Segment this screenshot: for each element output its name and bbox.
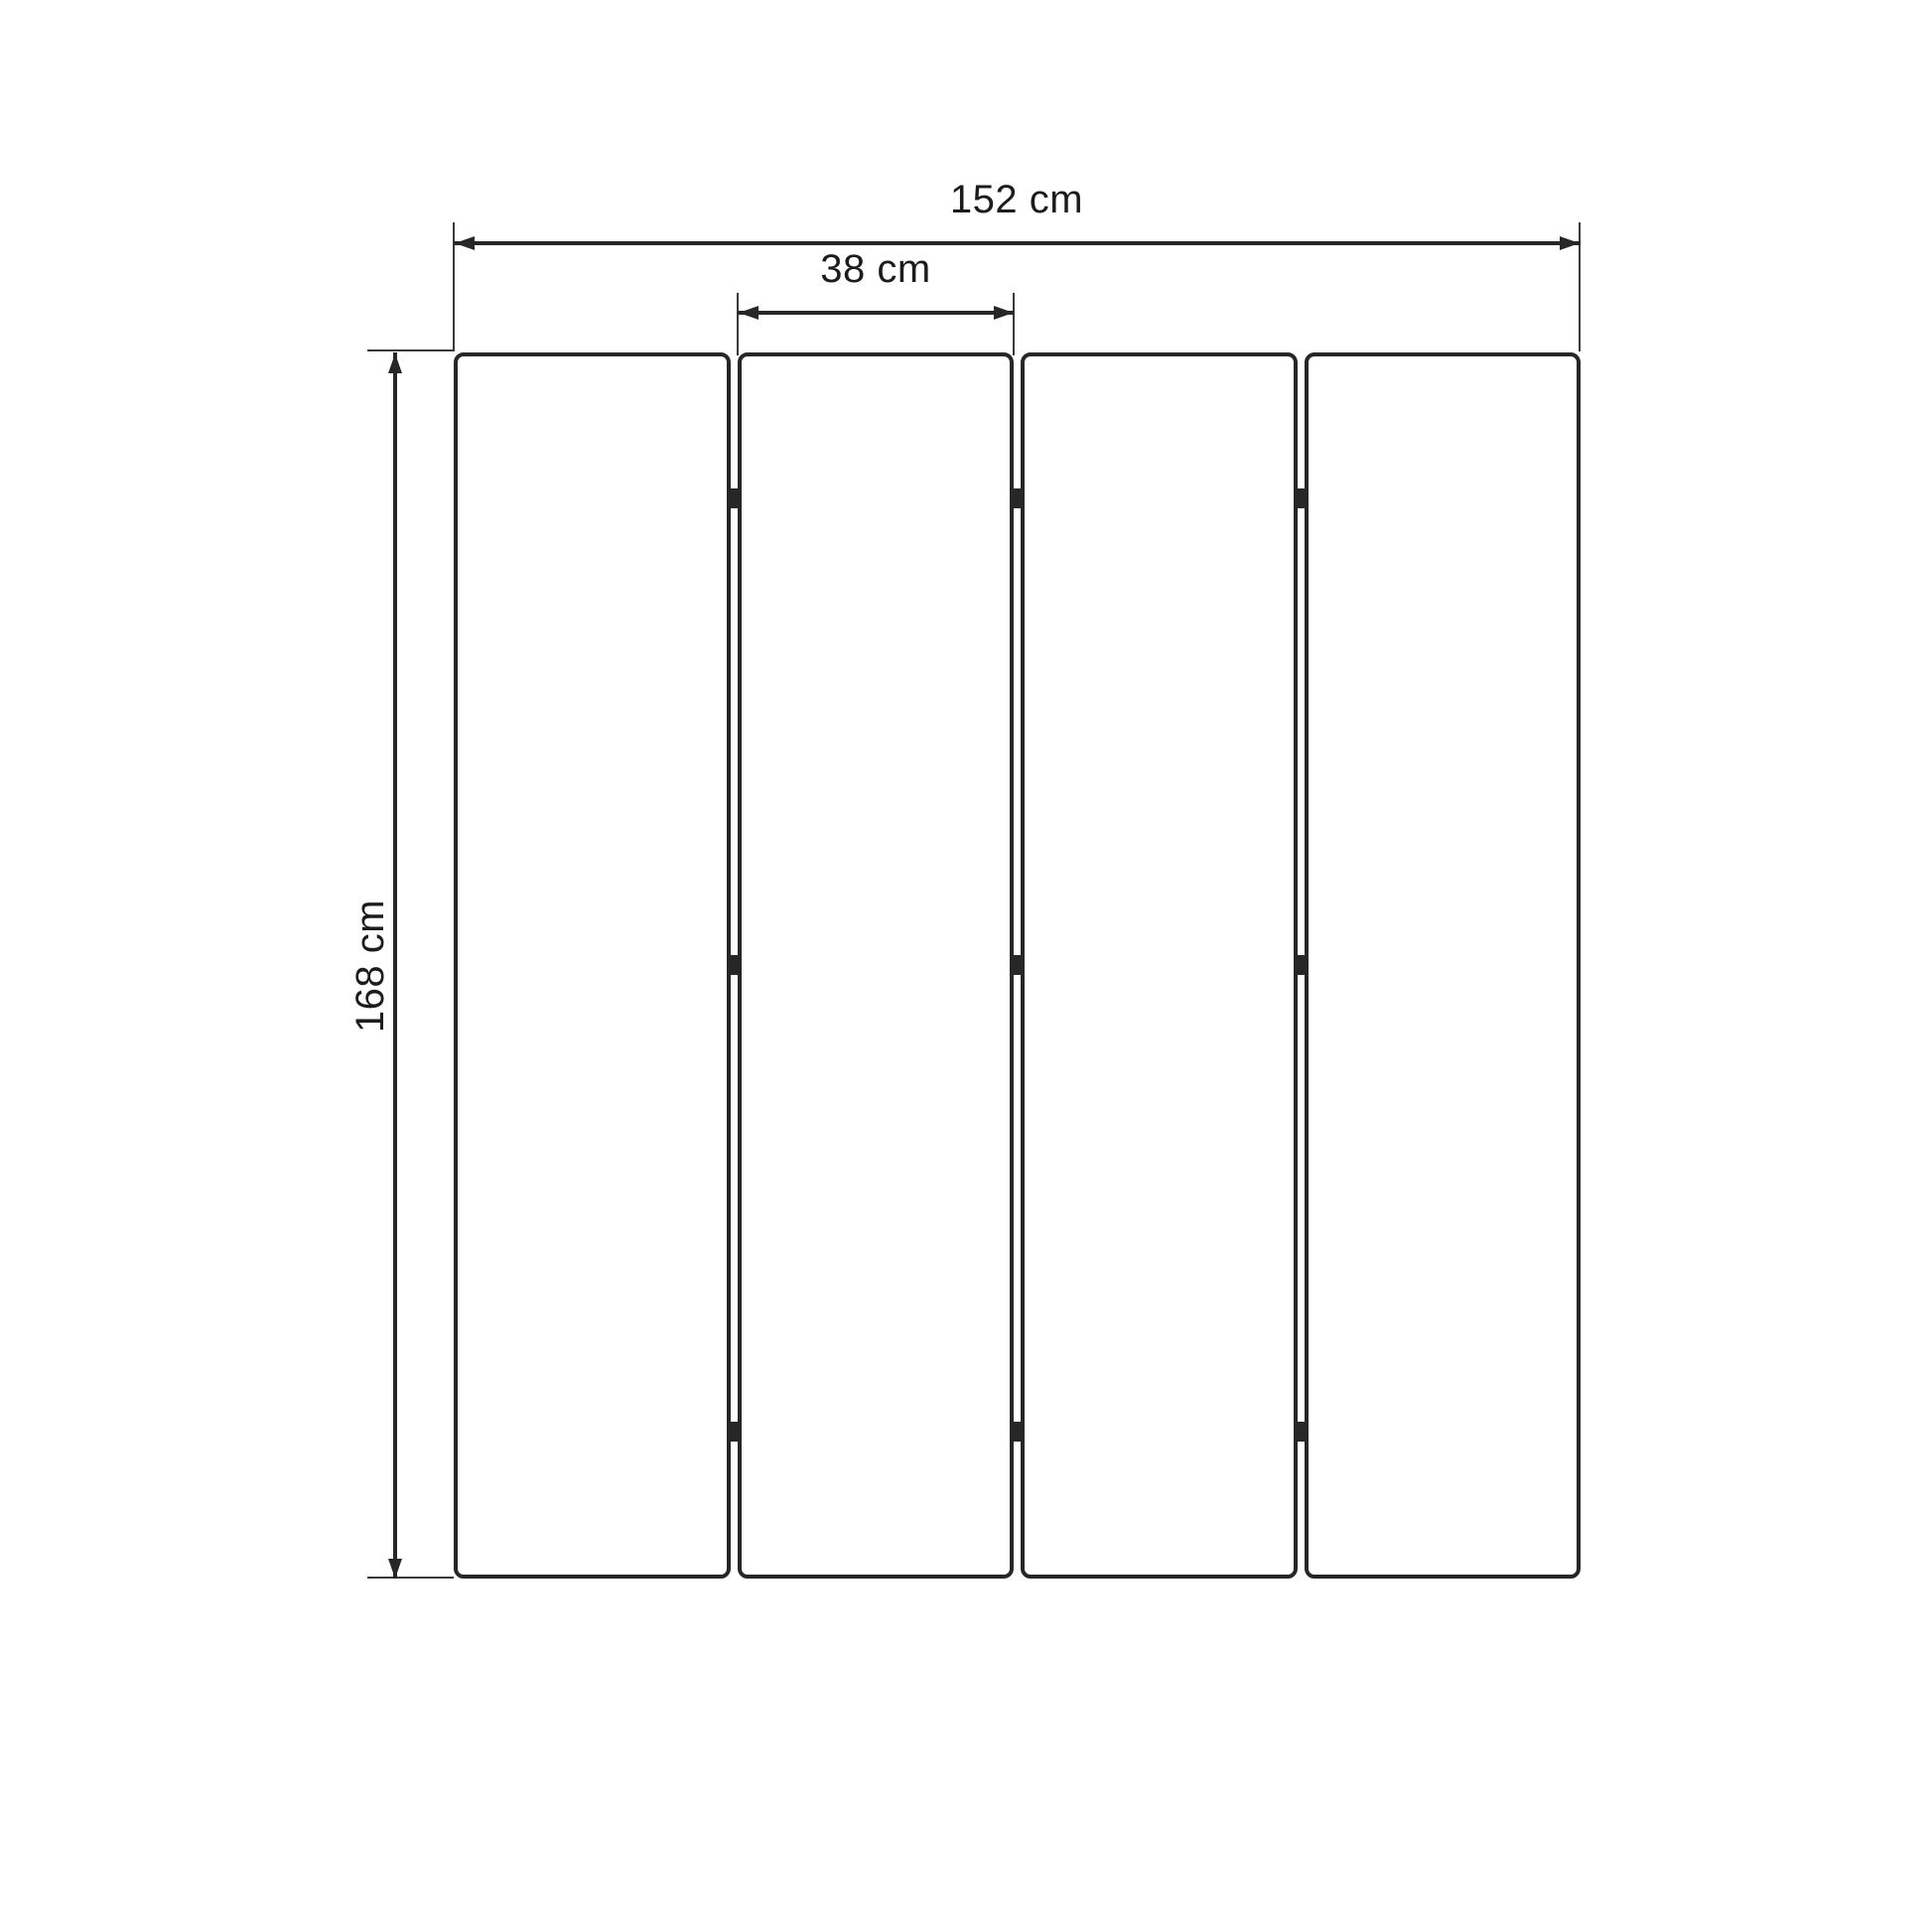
hinge bbox=[729, 1422, 740, 1442]
hinge bbox=[729, 488, 740, 508]
arrowhead-down-icon bbox=[388, 1559, 402, 1579]
extension-line-height-top bbox=[367, 349, 454, 351]
extension-line-panel-width-right bbox=[1013, 293, 1015, 355]
arrowhead-left-icon bbox=[739, 306, 759, 320]
panel bbox=[454, 352, 731, 1579]
hinge bbox=[1012, 955, 1023, 975]
panel-height-label: 168 cm bbox=[348, 898, 392, 1034]
extension-line-panel-width-left bbox=[737, 293, 739, 355]
hinge bbox=[1295, 1422, 1306, 1442]
hinge bbox=[1295, 955, 1306, 975]
extension-line-height-bottom bbox=[367, 1577, 454, 1579]
total-width-label: 152 cm bbox=[949, 178, 1084, 221]
dimension-line-height bbox=[393, 352, 397, 1579]
arrowhead-up-icon bbox=[388, 353, 402, 373]
panel-width-label: 38 cm bbox=[820, 247, 931, 291]
dimension-line-panel-width bbox=[738, 311, 1014, 315]
panel bbox=[1305, 352, 1582, 1579]
arrowhead-left-icon bbox=[455, 236, 475, 250]
hinge bbox=[729, 955, 740, 975]
dimension-line-total-width bbox=[454, 241, 1581, 245]
panel bbox=[738, 352, 1015, 1579]
hinge bbox=[1012, 488, 1023, 508]
hinge bbox=[1012, 1422, 1023, 1442]
panel bbox=[1021, 352, 1298, 1579]
arrowhead-right-icon bbox=[994, 306, 1014, 320]
hinge bbox=[1295, 488, 1306, 508]
arrowhead-right-icon bbox=[1560, 236, 1580, 250]
